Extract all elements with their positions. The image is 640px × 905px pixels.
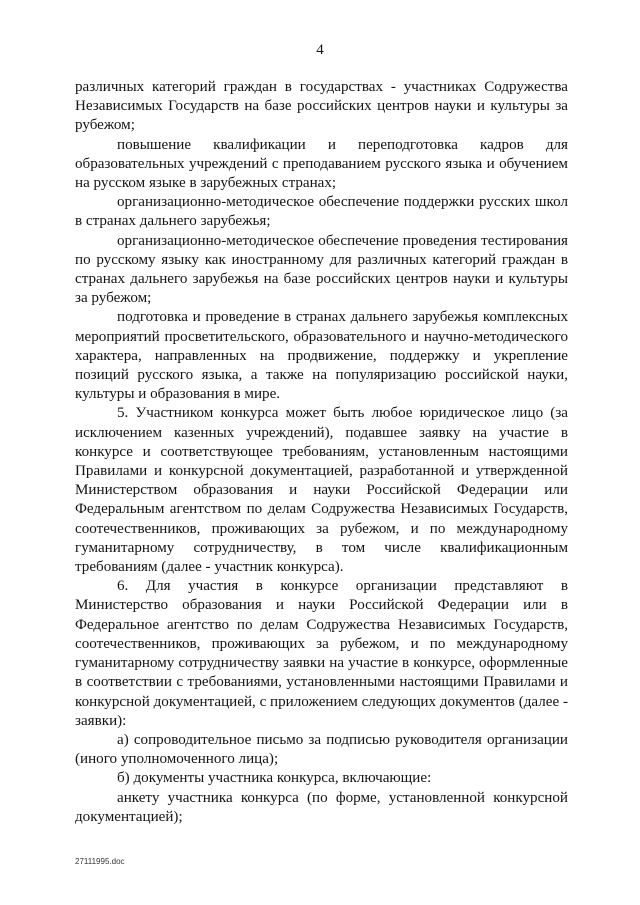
paragraph-item-6: 6. Для участия в конкурсе организации представляют в Министерство образования и науки Российской Федерации или в Федеральное агентство по делам Содружества Независимых Государств, соотечественников, проживающих за рубежом, и по международному гуманитарному сотрудничеству заявки на участие в конкурсе, оформленные в соответствии с требованиями, установленными настоящими Правилами и конкурсной документацией, с приложением следующих документов (далее - заявки):	[75, 578, 568, 729]
paragraph-testing: организационно-методическое обеспечение проведения тестирования по русскому языку как иностранному для различных категорий граждан в странах дальнего зарубежья на базе российских центров науки и культуры за рубежом;	[75, 232, 568, 307]
paragraph-item-a: а) сопроводительное письмо за подписью руководителя организации (иного уполномоченного лица);	[75, 731, 568, 768]
footer-filename: 27111995.doc	[75, 857, 125, 866]
paragraph-item-b: б) документы участника конкурса, включающие:	[117, 770, 432, 787]
page-number: 4	[316, 42, 324, 58]
paragraph-school-support: организационно-методическое обеспечение поддержки русских школ в странах дальнего зарубежья;	[75, 194, 568, 230]
document-body	[75, 78, 568, 827]
paragraph-questionnaire: анкету участника конкурса (по форме, установленной конкурсной документацией);	[75, 789, 568, 825]
paragraph-events: подготовка и проведение в странах дальнего зарубежья комплексных мероприятий просветительского, образовательного и научно-методического характера, направленных на продвижение, поддержку и укрепление позиций русского языка, а также на популяризацию российской науки, культуры и образования в мире.	[75, 309, 568, 403]
paragraph-item-5: 5. Участником конкурса может быть любое юридическое лицо (за исключением казенных учреждений), подавшее заявку на участие в конкурсе и соответствующее требованиям, установленным настоящими Правилами и конкурсной документацией, разработанной и утвержденной Министерством образования и науки Российской Федерации или Федеральным агентством по делам Содружества Независимых Государств, соотечественников, проживающих за рубежом, и по международному гуманитарному сотрудничеству, в том числе квалификационным требованиям (далее - участник конкурса).	[75, 405, 568, 576]
paragraph-categories-continuation: различных категорий граждан в государствах - участниках Содружества Независимых Государств на базе российских центров науки и культуры за рубежом;	[75, 79, 568, 134]
paragraph-qualification: повышение квалификации и переподготовка кадров для образовательных учреждений с преподаванием русского языка и обучением на русском языке в зарубежных странах;	[75, 136, 568, 192]
